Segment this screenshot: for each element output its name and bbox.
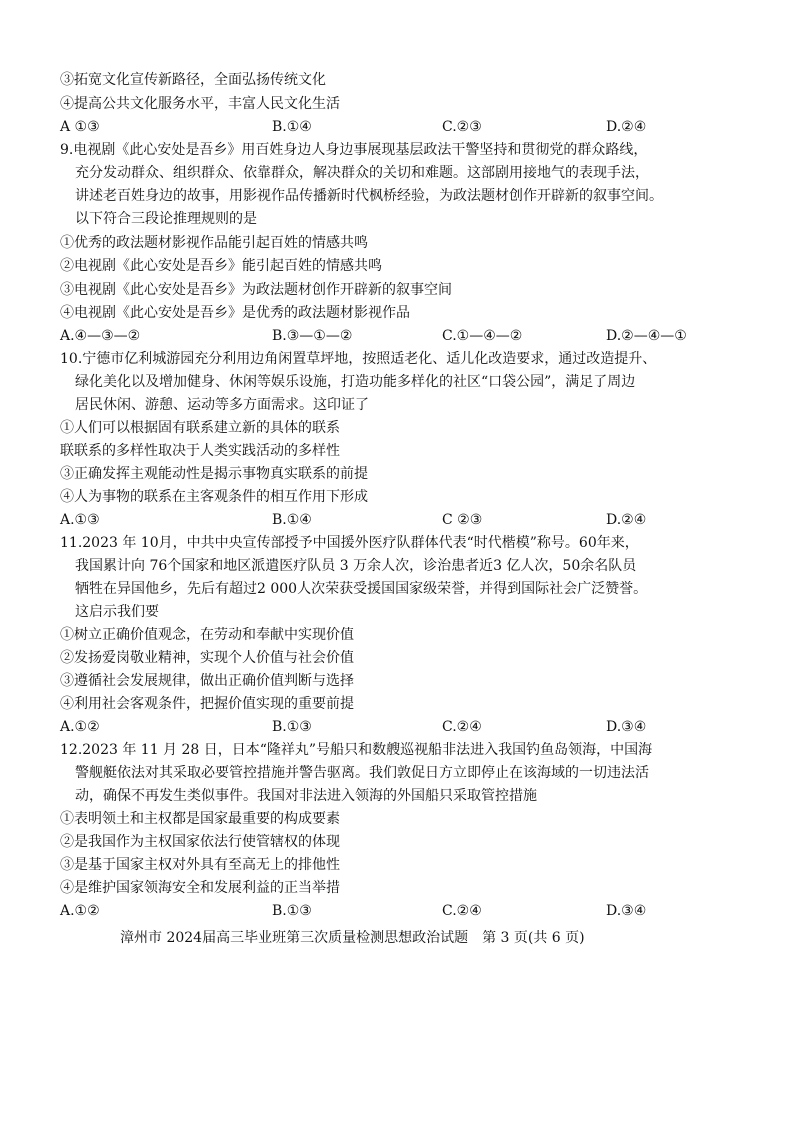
text-line: 绿化美化以及增加健身、休闲等娱乐设施，打造功能多样化的社区“口袋公园”，满足了周边: [75, 374, 636, 390]
statement-1: ①树立正确价值观念，在劳动和奉献中实现价值: [60, 627, 354, 643]
option-c: C.②④: [442, 903, 482, 919]
option-b: B.③—①—②: [272, 328, 353, 344]
text-line: 牺牲在异国他乡，先后有超过2 000人次荣获受援国国家级荣誉，并得到国际社会广泛赞誉。: [75, 581, 648, 597]
option-d: D.②④: [606, 119, 647, 135]
statement-3: ③是基于国家主权对外具有至高无上的排他性: [60, 857, 340, 873]
statement-1: ①人们可以根据固有联系建立新的具体的联系: [60, 420, 340, 436]
text-line: 警舰艇依法对其采取必要管控措施并警告驱离。我们敦促日方立即停止在该海域的一切违法活: [75, 765, 649, 781]
option-d: D.②④: [606, 512, 647, 528]
statement-3: ③遵循社会发展规律，做出正确价值判断与选择: [60, 673, 354, 689]
text-line: 居民休闲、游憩、运动等多方面需求。这印证了: [75, 397, 369, 413]
option-b: B.①③: [272, 719, 312, 735]
statement-2: ②是我国作为主权国家依法行使管辖权的体现: [60, 834, 340, 850]
page-footer: 漳州市 2024届高三毕业班第三次质量检测思想政治试题 第 3 页(共 6 页): [120, 930, 585, 946]
statement-4: ④人为事物的联系在主客观条件的相互作用下形成: [60, 489, 368, 505]
option-c: C.①—④—②: [442, 328, 523, 344]
option-d: D.③④: [606, 719, 647, 735]
option-b: B.①④: [272, 119, 312, 135]
question-11-stem: 11.2023 年 10月，中共中央宣传部授予中国援外医疗队群体代表“时代楷模”称号。60年来，: [60, 535, 639, 551]
statement-1: ①表明领土和主权都是国家最重要的构成要素: [60, 811, 340, 827]
statement-4: ④是维护国家领海安全和发展利益的正当举措: [60, 880, 340, 896]
statement-2: ②电视剧《此心安处是吾乡》能引起百姓的情感共鸣: [60, 258, 382, 274]
text-line: ③拓宽文化宣传新路径，全面弘扬传统文化: [60, 72, 326, 88]
text-line: 充分发动群众、组织群众、依靠群众，解决群众的关切和难题。这部剧用接地气的表现手法，: [75, 165, 649, 181]
option-a: A.①②: [60, 903, 100, 919]
option-a: A.①③: [60, 512, 100, 528]
text-line: 我国累计向 76个国家和地区派遣医疗队员 3 万余人次，诊治患者近3 亿人次，50余名队员: [75, 558, 637, 574]
option-a: A.④—③—②: [60, 328, 141, 344]
option-c: C.②④: [442, 719, 482, 735]
question-12-stem: 12.2023 年 11 月 28 日，日本“隆祥丸”号船只和数艘巡视船非法进入我国钓鱼岛领海，中国海: [60, 742, 653, 758]
text-line: ④提高公共文化服务水平，丰富人民文化生活: [60, 96, 340, 112]
statement-4: ④电视剧《此心安处是吾乡》是优秀的政法题材影视作品: [60, 305, 410, 321]
option-d: D.③④: [606, 903, 647, 919]
statement-2: ②发扬爱岗敬业精神，实现个人价值与社会价值: [60, 650, 354, 666]
text-line: 动，确保不再发生类似事件。我国对非法进入领海的外国船只采取管控措施: [75, 788, 537, 804]
statement-4: ④利用社会客观条件，把握价值实现的重要前提: [60, 696, 354, 712]
text-line: 讲述老百姓身边的故事，用影视作品传播新时代枫桥经验，为政法题材创作开辟新的叙事空间。: [75, 188, 663, 204]
option-b: B.①④: [272, 512, 312, 528]
statement-1: ①优秀的政法题材影视作品能引起百姓的情感共鸣: [60, 235, 368, 251]
question-9-stem: 9.电视剧《此心安处是吾乡》用百姓身边人身边事展现基层政法干警坚持和贯彻党的群众路线，: [60, 142, 648, 158]
option-b: B.①③: [272, 903, 312, 919]
option-a: A.①②: [60, 719, 100, 735]
text-line: 以下符合三段论推理规则的是: [75, 211, 257, 227]
question-10-stem: 10.宁德市亿利城游园充分利用边角闲置草坪地，按照适老化、适儿化改造要求，通过改造提升、: [60, 351, 657, 367]
statement-3: ③正确发挥主观能动性是揭示事物真实联系的前提: [60, 466, 368, 482]
option-c: C ②③: [442, 512, 483, 528]
option-c: C.②③: [442, 119, 482, 135]
option-d: D.②—④—①: [606, 328, 687, 344]
statement-3: ③电视剧《此心安处是吾乡》为政法题材创作开辟新的叙事空间: [60, 282, 452, 298]
text-line: 这启示我们要: [75, 604, 159, 620]
option-a: A ①③: [60, 119, 100, 135]
statement-2: 联联系的多样性取决于人类实践活动的多样性: [60, 443, 340, 459]
